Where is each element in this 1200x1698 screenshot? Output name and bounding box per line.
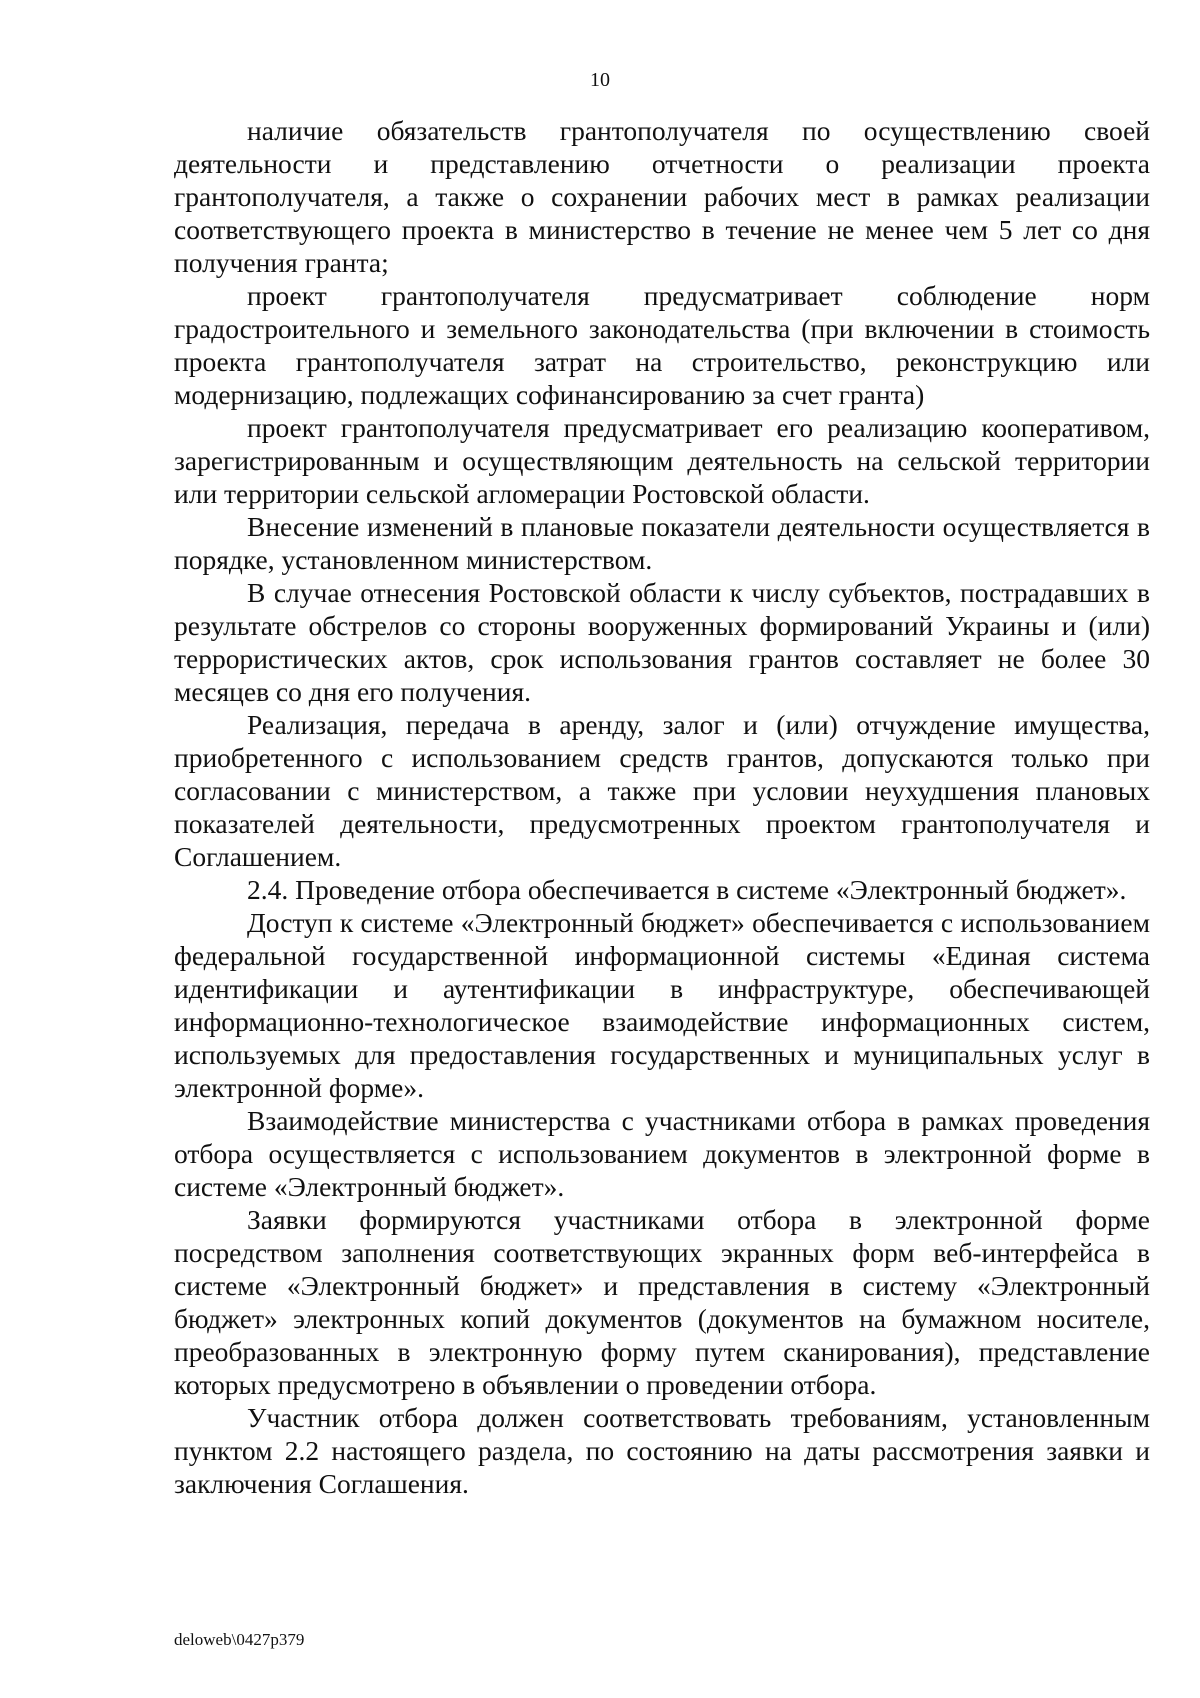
paragraph-grant-usage-term: В случае отнесения Ростовской области к числу субъектов, пострадавших в результате обстрелов со стороны вооруженных формирований Украины и (или) террористических актов, срок использования грантов составляет не более 30 месяцев со дня его получения.: [174, 577, 1150, 707]
document-body: [174, 114, 1150, 1500]
paragraph-grantee-obligations: наличие обязательств грантополучателя по осуществлению своей деятельности и представлению отчетности о реализации проекта грантополучателя, а также о сохранении рабочих мест в рамках реализации соответствующего проекта в министерство в течение не менее чем 5 лет со дня получения гранта;: [174, 115, 1150, 278]
paragraph-applications: Заявки формируются участниками отбора в электронной форме посредством заполнения соответствующих экранных форм веб-интерфейса в системе «Электронный бюджет» и представления в систему «Электронный бюджет» электронных копий документов (документов на бумажном носителе, преобразованных в электронную форму путем сканирования), представление которых предусмотрено в объявлении о проведении отбора.: [174, 1204, 1150, 1400]
paragraph-section-2-4: 2.4. Проведение отбора обеспечивается в системе «Электронный бюджет».: [247, 874, 1127, 905]
paragraph-ministry-interaction: Взаимодействие министерства с участниками отбора в рамках проведения отбора осуществляется с использованием документов в электронной форме в системе «Электронный бюджет».: [174, 1105, 1150, 1202]
paragraph-cooperative-implementation: проект грантополучателя предусматривает его реализацию кооперативом, зарегистрированным и осуществляющим деятельность на сельской территории или территории сельской агломерации Ростовской области.: [174, 412, 1150, 509]
paragraph-urban-planning-norms: проект грантополучателя предусматривает соблюдение норм градостроительного и земельного законодательства (при включении в стоимость проекта грантополучателя затрат на строительство, реконструкцию или модернизацию, подлежащих софинансированию за счет гранта): [174, 280, 1150, 410]
page-number: 10: [590, 69, 610, 91]
paragraph-participant-requirements: Участник отбора должен соответствовать требованиям, установленным пунктом 2.2 настоящего раздела, по состоянию на даты рассмотрения заявки и заключения Соглашения.: [174, 1402, 1150, 1499]
document-footer-code: deloweb\0427p379: [174, 1630, 305, 1649]
paragraph-system-access: Доступ к системе «Электронный бюджет» обеспечивается с использованием федеральной государственной информационной системы «Единая система идентификации и аутентификации в инфраструктуре, обеспечивающей информационно-технологическое взаимодействие информационных систем, используемых для предоставления государственных и муниципальных услуг в электронной форме».: [174, 907, 1150, 1103]
paragraph-planned-indicators: Внесение изменений в плановые показатели деятельности осуществляется в порядке, установленном министерством.: [174, 511, 1150, 575]
paragraph-property-disposal: Реализация, передача в аренду, залог и (или) отчуждение имущества, приобретенного с использованием средств грантов, допускаются только при согласовании с министерством, а также при условии неухудшения плановых показателей деятельности, предусмотренных проектом грантополучателя и Соглашением.: [174, 709, 1150, 872]
